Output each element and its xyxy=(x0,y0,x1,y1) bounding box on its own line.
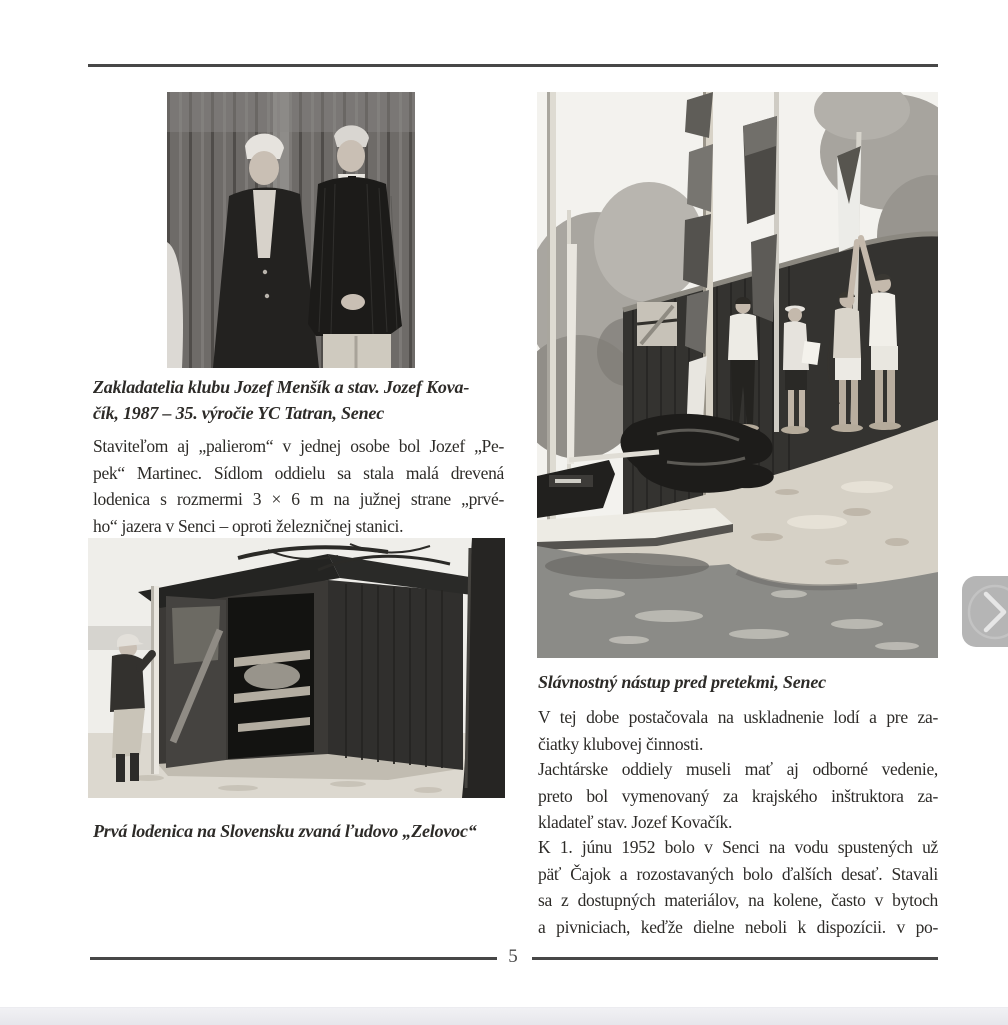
text-line: Jachtárske oddiely museli mať aj odborné vedenie, xyxy=(538,759,938,779)
text-line: lodenica s rozmermi 3 × 6 m na južnej strane „prvé- xyxy=(93,489,504,509)
paragraph-left-1 xyxy=(93,433,504,539)
photo-first-boathouse xyxy=(88,538,505,798)
chevron-right-icon xyxy=(962,576,1008,647)
text-line: preto bol vymenovaný za krajského inštruktora za- xyxy=(538,785,938,806)
page-number: 5 xyxy=(508,946,518,967)
next-page-button[interactable] xyxy=(962,576,1008,647)
photo-founders xyxy=(167,92,415,368)
text-line: Zakladatelia klubu Jozef Menšík a stav. Jozef Kova- xyxy=(93,377,470,397)
photo-flag-ceremony xyxy=(537,92,938,658)
paragraph-right-3 xyxy=(538,834,938,940)
photo-first-boathouse-caption xyxy=(93,818,507,844)
text-line: kladateľ stav. Jozef Kovačík. xyxy=(538,812,733,832)
paragraph-right-2 xyxy=(538,756,938,836)
text-line: päť Čajok a rozostavaných bolo ďalších desať. Stavali xyxy=(538,863,938,884)
text-line: sa z dostupných materiálov, na kolene, často v bytoch xyxy=(538,890,938,910)
text-line: K 1. júnu 1952 bolo v Senci na vodu spustených už xyxy=(538,837,938,857)
text-line: čík, 1987 – 35. výročie YC Tatran, Senec xyxy=(93,403,384,423)
top-rule xyxy=(88,64,938,67)
paragraph-right-1 xyxy=(538,704,938,757)
text-line: a pivniciach, keďže dielne neboli k dispozícii. v po- xyxy=(538,916,938,937)
bottom-toolbar-edge xyxy=(0,1007,1008,1025)
photo-flag-ceremony-caption xyxy=(538,669,938,695)
text-line: Staviteľom aj „palierom“ v jednej osobe bol Jozef „Pe- xyxy=(93,436,504,456)
text-line: Slávnostný nástup pred pretekmi, Senec xyxy=(538,672,826,692)
text-line: Prvá lodenica na Slovensku zvaná ľudovo „Zelovoc“ xyxy=(93,821,477,841)
text-line: čiatky klubovej činnosti. xyxy=(538,733,704,754)
text-line: ho“ jazera v Senci – oproti železničnej stanici. xyxy=(93,515,404,536)
text-line: V tej dobe postačovala na uskladnenie lodí a pre za- xyxy=(538,707,938,727)
footer-rule-right xyxy=(532,957,938,960)
photo-founders-caption xyxy=(93,374,507,426)
text-line: pek“ Martinec. Sídlom oddielu sa stala malá drevená xyxy=(93,462,504,483)
footer-rule-left xyxy=(90,957,497,960)
